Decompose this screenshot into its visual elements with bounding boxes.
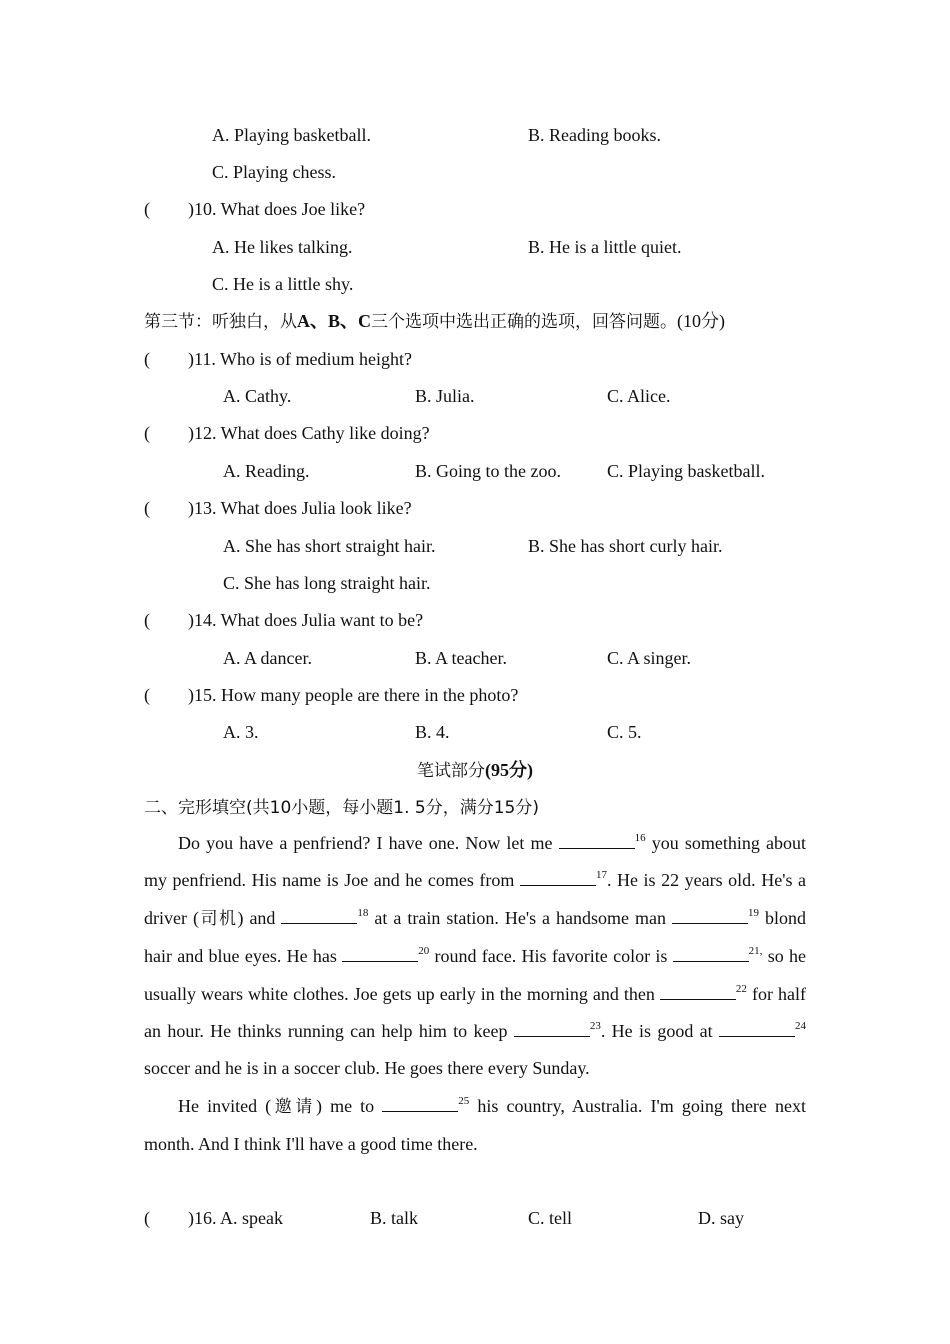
part2-heading <box>144 796 539 819</box>
passage-text: soccer and he is in a soccer club. He goes there every Sunday. <box>144 1058 590 1079</box>
q16-paren: ( <box>144 1208 150 1228</box>
passage-paragraph-2 <box>144 1088 806 1164</box>
q13-paren: ( <box>144 498 150 518</box>
blank-number-21: 21, <box>748 945 763 958</box>
written-part-label: 笔试部分 <box>417 761 485 781</box>
passage-text: Do you have a penfriend? I have one. Now let me <box>178 833 553 853</box>
passage-text: blond hair and blue eyes. He has <box>144 907 806 967</box>
blank-number-22: 22 <box>735 982 747 995</box>
q13-option-c: C. She has long straight hair. <box>223 573 431 593</box>
written-part-score: (95分) <box>485 760 533 780</box>
q16-question-option-a: )16. A. speak <box>188 1208 283 1228</box>
q14-question: )14. What does Julia want to be? <box>188 610 424 630</box>
written-part-title <box>0 759 950 782</box>
passage-text: you something about my penfriend. His name is Joe and he comes from <box>144 833 806 891</box>
cloze-passage <box>144 825 806 1164</box>
q16-option-d: D. say <box>698 1208 744 1228</box>
blank-18 <box>281 907 357 924</box>
passage-text: . He is good at <box>600 1021 720 1042</box>
q16-option-c: C. tell <box>528 1208 572 1228</box>
passage-text: at a train station. He's a handsome man <box>368 907 672 928</box>
blank-20 <box>342 945 418 962</box>
passage-text: ) me to <box>316 1095 383 1116</box>
q10-option-b: B. He is a little quiet. <box>528 237 682 257</box>
passage-text: ) and <box>237 907 282 928</box>
q12-option-b: B. Going to the zoo. <box>415 461 561 481</box>
q15-question: )15. How many people are there in the photo? <box>188 685 519 705</box>
blank-number-24: 24 <box>795 1020 807 1033</box>
blank-19 <box>672 907 748 924</box>
q10-question: )10. What does Joe like? <box>188 199 366 219</box>
blank-number-23: 23 <box>589 1020 601 1033</box>
q13-question: )13. What does Julia look like? <box>188 498 412 518</box>
q12-question: )12. What does Cathy like doing? <box>188 423 430 443</box>
section3-title-prefix: 第三节：听独白，从 <box>144 312 297 332</box>
section3-title-suffix: 三个选项中选出正确的选项，回答问题。 <box>371 312 678 332</box>
blank-23 <box>514 1020 590 1037</box>
q13-option-a: A. She has short straight hair. <box>223 536 436 556</box>
blank-25 <box>382 1095 458 1112</box>
q11-paren: ( <box>144 349 150 369</box>
part2-title: 二、完形填空 <box>144 798 246 818</box>
q9-option-c: C. Playing chess. <box>212 162 336 182</box>
blank-number-20: 20 <box>418 945 430 958</box>
section3-title-score: (10分) <box>677 311 726 331</box>
blank-16 <box>559 832 635 849</box>
q14-paren: ( <box>144 610 150 630</box>
blank-22 <box>660 983 736 1000</box>
passage-text: so he usually wears white clothes. Joe gets up early in the morning and then <box>144 946 807 1004</box>
passage-text: . He is 22 years old. He's a driver ( <box>144 870 807 928</box>
q15-option-c: C. 5. <box>607 722 642 742</box>
passage-text: round face. His favorite color is <box>429 946 673 967</box>
q11-question: )11. Who is of medium height? <box>188 349 412 369</box>
q16-option-b: B. talk <box>370 1208 418 1228</box>
gloss-invite: 邀请 <box>271 1096 316 1117</box>
q14-option-c: C. A singer. <box>607 648 692 668</box>
blank-number-19: 19 <box>748 906 759 919</box>
q12-paren: ( <box>144 423 150 443</box>
q11-option-b: B. Julia. <box>415 386 475 406</box>
blank-21 <box>673 945 749 962</box>
blank-number-17: 17 <box>595 869 607 882</box>
q14-option-a: A. A dancer. <box>223 648 312 668</box>
blank-number-25: 25 <box>458 1094 470 1107</box>
q10-paren: ( <box>144 199 150 219</box>
passage-text: He invited ( <box>178 1095 272 1116</box>
q12-option-a: A. Reading. <box>223 461 310 481</box>
q11-option-a: A. Cathy. <box>223 386 292 406</box>
q15-option-a: A. 3. <box>223 722 259 742</box>
blank-24 <box>719 1020 795 1037</box>
passage-text: his country, Australia. I'm going there next month. And I think I'll have a good time there. <box>144 1095 807 1155</box>
passage-text: for half an hour. He thinks running can help him to keep <box>144 983 806 1042</box>
q15-option-b: B. 4. <box>415 722 450 742</box>
q9-option-a: A. Playing basketball. <box>212 125 371 145</box>
blank-17 <box>520 869 596 886</box>
blank-number-16: 16 <box>634 832 646 844</box>
q12-option-c: C. Playing basketball. <box>607 461 765 481</box>
q15-paren: ( <box>144 685 150 705</box>
q14-option-b: B. A teacher. <box>415 648 507 668</box>
q10-option-c: C. He is a little shy. <box>212 274 354 294</box>
q10-option-a: A. He likes talking. <box>212 237 353 257</box>
section3-title <box>144 310 725 333</box>
part2-detail: (共10小题，每小题1. 5分，满分15分) <box>246 798 539 818</box>
q13-option-b: B. She has short curly hair. <box>528 536 723 556</box>
blank-number-18: 18 <box>357 906 369 919</box>
section3-title-abc: A、B、C <box>297 311 372 331</box>
q11-option-c: C. Alice. <box>607 386 671 406</box>
gloss-driver: 司机 <box>198 908 238 929</box>
q9-option-b: B. Reading books. <box>528 125 661 145</box>
passage-paragraph-1 <box>144 825 806 1088</box>
